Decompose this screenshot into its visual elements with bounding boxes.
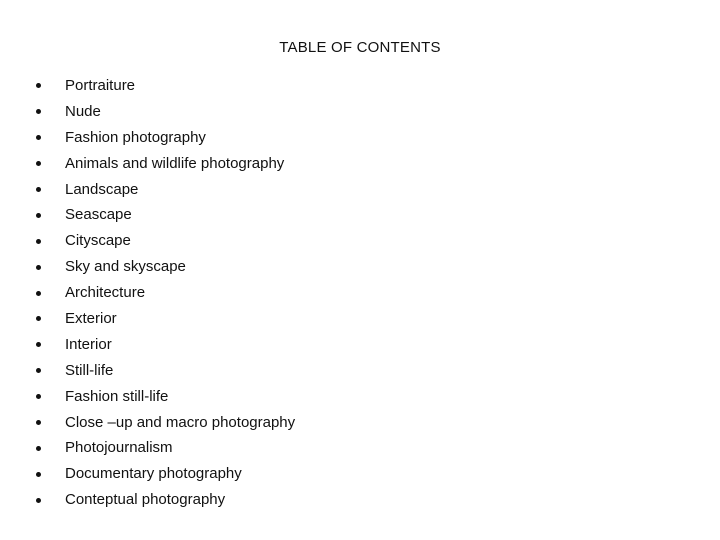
bullet-icon [36,135,41,140]
list-item [36,254,295,280]
bullet-icon [36,265,41,270]
list-item [36,177,295,203]
table-of-contents-list [36,73,295,513]
bullet-icon [36,342,41,347]
list-item-label: Sky and skyscape [65,258,186,276]
list-item-label: Seascape [65,206,132,224]
list-item-label: Still-life [65,361,114,379]
bullet-icon [36,420,41,425]
list-item [36,151,295,177]
list-item-label: Interior [65,335,112,353]
bullet-icon [36,394,41,399]
list-item-label: Landscape [65,180,139,198]
list-item-label: Conteptual photography [65,491,226,509]
list-item-label: Architecture [65,284,146,302]
list-item [36,228,295,254]
bullet-icon [36,187,41,192]
bullet-icon [36,472,41,477]
list-item [36,384,295,410]
list-item-label: Documentary photography [65,465,242,483]
list-item-label: Portraiture [65,77,136,94]
page-title [0,39,720,56]
list-item-label: Cityscape [65,232,131,250]
list-item [36,202,295,228]
list-item [36,410,295,436]
bullet-icon [36,109,41,114]
list-item [36,73,295,99]
bullet-icon [36,161,41,166]
list-item-label: Animals and wildlife photography [65,154,285,172]
bullet-icon [36,239,41,244]
bullet-icon [36,316,41,321]
bullet-icon [36,213,41,218]
bullet-icon [36,446,41,451]
list-item [36,99,295,125]
list-item [36,125,295,151]
list-item [36,461,295,487]
list-item-label: Exterior [65,310,117,328]
list-item-label: Close –up and macro photography [65,413,296,431]
list-item [36,435,295,461]
page-title-text: TABLE OF CONTENTS [279,39,441,56]
list-item-label: Photojournalism [65,439,173,457]
bullet-icon [36,83,41,88]
bullet-icon [36,368,41,373]
list-item [36,487,295,513]
bullet-icon [36,498,41,503]
list-item [36,280,295,306]
list-item-label: Fashion photography [65,128,206,146]
list-item-label: Nude [65,102,101,120]
list-item [36,358,295,384]
list-item [36,306,295,332]
list-item [36,332,295,358]
list-item-label: Fashion still-life [65,387,169,405]
bullet-icon [36,291,41,296]
